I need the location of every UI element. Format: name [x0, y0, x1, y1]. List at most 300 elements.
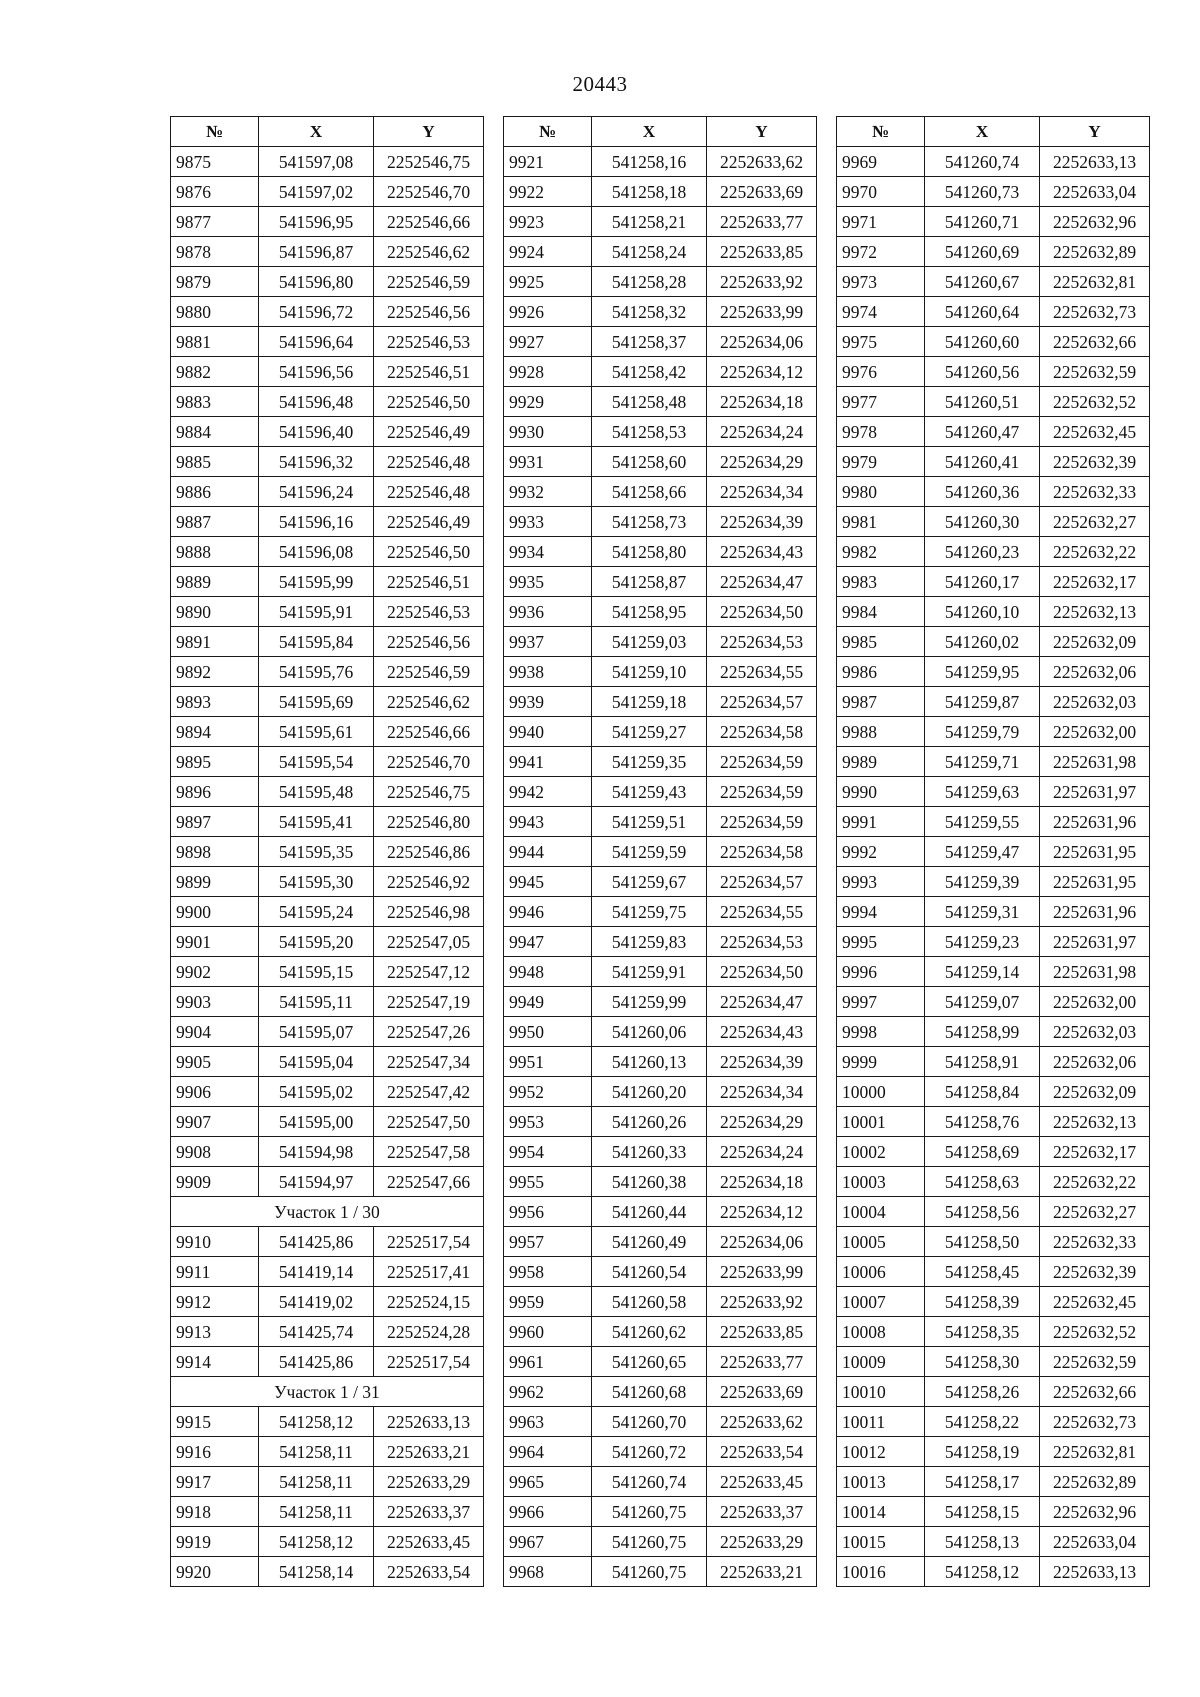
x-coordinate-cell: 541259,75: [592, 897, 707, 927]
y-coordinate-cell: 2252546,86: [374, 837, 484, 867]
point-number-cell: 9884: [171, 417, 259, 447]
table-row: [504, 387, 817, 417]
table-row: [504, 1077, 817, 1107]
table-row: [837, 1407, 1150, 1437]
point-number-cell: 9983: [837, 567, 925, 597]
point-number-cell: 10009: [837, 1347, 925, 1377]
table-row: [504, 477, 817, 507]
x-coordinate-cell: 541260,47: [925, 417, 1040, 447]
table-row: [504, 1017, 817, 1047]
table-row: [837, 357, 1150, 387]
point-number-cell: 9913: [171, 1317, 259, 1347]
y-coordinate-cell: 2252634,53: [707, 927, 817, 957]
point-number-cell: 10011: [837, 1407, 925, 1437]
x-coordinate-cell: 541425,86: [259, 1347, 374, 1377]
table-row: [837, 327, 1150, 357]
table-row: [171, 507, 484, 537]
y-coordinate-cell: 2252631,96: [1040, 807, 1150, 837]
point-number-cell: 9880: [171, 297, 259, 327]
y-coordinate-cell: 2252632,22: [1040, 1167, 1150, 1197]
y-coordinate-cell: 2252634,55: [707, 657, 817, 687]
point-number-cell: 10005: [837, 1227, 925, 1257]
x-coordinate-cell: 541259,79: [925, 717, 1040, 747]
point-number-cell: 9994: [837, 897, 925, 927]
point-number-cell: 9966: [504, 1497, 592, 1527]
point-number-cell: 9903: [171, 987, 259, 1017]
table-row: [837, 477, 1150, 507]
y-coordinate-cell: 2252634,12: [707, 357, 817, 387]
table-row: [837, 717, 1150, 747]
table-row: [171, 1227, 484, 1257]
table-row: [837, 1497, 1150, 1527]
table-row: [837, 1317, 1150, 1347]
table-row: [171, 537, 484, 567]
table-row: [171, 717, 484, 747]
x-coordinate-cell: 541259,51: [592, 807, 707, 837]
table-row: [171, 1557, 484, 1587]
y-coordinate-cell: 2252517,54: [374, 1347, 484, 1377]
column-header-x: X: [592, 117, 707, 147]
point-number-cell: 9982: [837, 537, 925, 567]
y-coordinate-cell: 2252634,43: [707, 537, 817, 567]
table-row: [837, 897, 1150, 927]
table-row: [504, 807, 817, 837]
table-row: [504, 627, 817, 657]
table-row: [837, 807, 1150, 837]
x-coordinate-cell: 541258,53: [592, 417, 707, 447]
point-number-cell: 10010: [837, 1377, 925, 1407]
point-number-cell: 9971: [837, 207, 925, 237]
y-coordinate-cell: 2252633,29: [374, 1467, 484, 1497]
y-coordinate-cell: 2252633,69: [707, 1377, 817, 1407]
table-row: [171, 1467, 484, 1497]
x-coordinate-cell: 541260,56: [925, 357, 1040, 387]
table-row: [171, 147, 484, 177]
point-number-cell: 9916: [171, 1437, 259, 1467]
x-coordinate-cell: 541595,84: [259, 627, 374, 657]
x-coordinate-cell: 541596,08: [259, 537, 374, 567]
table-row: [504, 1497, 817, 1527]
y-coordinate-cell: 2252546,56: [374, 627, 484, 657]
y-coordinate-cell: 2252633,21: [707, 1557, 817, 1587]
x-coordinate-cell: 541595,20: [259, 927, 374, 957]
section-title: Участок 1 / 31: [171, 1377, 484, 1407]
x-coordinate-cell: 541259,27: [592, 717, 707, 747]
point-number-cell: 9902: [171, 957, 259, 987]
table-row: [171, 1107, 484, 1137]
y-coordinate-cell: 2252547,42: [374, 1077, 484, 1107]
point-number-cell: 9885: [171, 447, 259, 477]
coordinates-table-2: [503, 116, 817, 1587]
x-coordinate-cell: 541259,63: [925, 777, 1040, 807]
point-number-cell: 9877: [171, 207, 259, 237]
point-number-cell: 9947: [504, 927, 592, 957]
y-coordinate-cell: 2252632,33: [1040, 1227, 1150, 1257]
table-row: [171, 867, 484, 897]
point-number-cell: 9900: [171, 897, 259, 927]
point-number-cell: 9935: [504, 567, 592, 597]
table-row: [504, 1557, 817, 1587]
x-coordinate-cell: 541260,69: [925, 237, 1040, 267]
point-number-cell: 9942: [504, 777, 592, 807]
x-coordinate-cell: 541259,99: [592, 987, 707, 1017]
table-row: [504, 1227, 817, 1257]
y-coordinate-cell: 2252633,54: [374, 1557, 484, 1587]
x-coordinate-cell: 541259,43: [592, 777, 707, 807]
y-coordinate-cell: 2252632,09: [1040, 1077, 1150, 1107]
y-coordinate-cell: 2252634,39: [707, 1047, 817, 1077]
table-row: [504, 777, 817, 807]
x-coordinate-cell: 541260,75: [592, 1557, 707, 1587]
table-row: [837, 987, 1150, 1017]
y-coordinate-cell: 2252632,66: [1040, 327, 1150, 357]
y-coordinate-cell: 2252546,70: [374, 177, 484, 207]
point-number-cell: 9911: [171, 1257, 259, 1287]
x-coordinate-cell: 541258,11: [259, 1467, 374, 1497]
y-coordinate-cell: 2252546,48: [374, 447, 484, 477]
table-header-row: [171, 117, 484, 147]
x-coordinate-cell: 541258,11: [259, 1437, 374, 1467]
table-row: [171, 957, 484, 987]
point-number-cell: 9959: [504, 1287, 592, 1317]
y-coordinate-cell: 2252632,59: [1040, 1347, 1150, 1377]
x-coordinate-cell: 541260,75: [592, 1527, 707, 1557]
point-number-cell: 9946: [504, 897, 592, 927]
y-coordinate-cell: 2252632,09: [1040, 627, 1150, 657]
table-row: [837, 1167, 1150, 1197]
point-number-cell: 9989: [837, 747, 925, 777]
table-row: [171, 777, 484, 807]
table-row: [837, 657, 1150, 687]
table-row: [837, 1017, 1150, 1047]
point-number-cell: 9931: [504, 447, 592, 477]
table-row: [837, 387, 1150, 417]
point-number-cell: 9979: [837, 447, 925, 477]
x-coordinate-cell: 541259,47: [925, 837, 1040, 867]
x-coordinate-cell: 541259,35: [592, 747, 707, 777]
table-row: [171, 687, 484, 717]
point-number-cell: 9940: [504, 717, 592, 747]
table-row: [171, 837, 484, 867]
x-coordinate-cell: 541259,31: [925, 897, 1040, 927]
y-coordinate-cell: 2252632,45: [1040, 1287, 1150, 1317]
x-coordinate-cell: 541595,07: [259, 1017, 374, 1047]
x-coordinate-cell: 541258,63: [925, 1167, 1040, 1197]
y-coordinate-cell: 2252633,99: [707, 297, 817, 327]
x-coordinate-cell: 541258,95: [592, 597, 707, 627]
point-number-cell: 9985: [837, 627, 925, 657]
table-row: [504, 1257, 817, 1287]
y-coordinate-cell: 2252634,24: [707, 1137, 817, 1167]
x-coordinate-cell: 541594,97: [259, 1167, 374, 1197]
x-coordinate-cell: 541258,80: [592, 537, 707, 567]
point-number-cell: 9977: [837, 387, 925, 417]
y-coordinate-cell: 2252632,96: [1040, 207, 1150, 237]
table-row: [504, 837, 817, 867]
y-coordinate-cell: 2252546,62: [374, 687, 484, 717]
point-number-cell: 9927: [504, 327, 592, 357]
y-coordinate-cell: 2252632,52: [1040, 387, 1150, 417]
y-coordinate-cell: 2252631,96: [1040, 897, 1150, 927]
y-coordinate-cell: 2252546,50: [374, 387, 484, 417]
x-coordinate-cell: 541258,15: [925, 1497, 1040, 1527]
y-coordinate-cell: 2252631,95: [1040, 837, 1150, 867]
point-number-cell: 9945: [504, 867, 592, 897]
table-row: [504, 957, 817, 987]
x-coordinate-cell: 541258,56: [925, 1197, 1040, 1227]
point-number-cell: 9967: [504, 1527, 592, 1557]
point-number-cell: 9908: [171, 1137, 259, 1167]
y-coordinate-cell: 2252634,29: [707, 447, 817, 477]
point-number-cell: 9899: [171, 867, 259, 897]
table-row: [504, 1287, 817, 1317]
y-coordinate-cell: 2252633,99: [707, 1257, 817, 1287]
point-number-cell: 9919: [171, 1527, 259, 1557]
table-row: [837, 687, 1150, 717]
column-header-x: X: [925, 117, 1040, 147]
table-row: [837, 207, 1150, 237]
y-coordinate-cell: 2252633,69: [707, 177, 817, 207]
x-coordinate-cell: 541258,99: [925, 1017, 1040, 1047]
y-coordinate-cell: 2252631,95: [1040, 867, 1150, 897]
point-number-cell: 9981: [837, 507, 925, 537]
y-coordinate-cell: 2252632,06: [1040, 657, 1150, 687]
point-number-cell: 10008: [837, 1317, 925, 1347]
table-row: [504, 267, 817, 297]
y-coordinate-cell: 2252634,18: [707, 387, 817, 417]
point-number-cell: 10012: [837, 1437, 925, 1467]
table-row: [504, 1527, 817, 1557]
point-number-cell: 9886: [171, 477, 259, 507]
point-number-cell: 9968: [504, 1557, 592, 1587]
x-coordinate-cell: 541260,02: [925, 627, 1040, 657]
table-row: [837, 447, 1150, 477]
x-coordinate-cell: 541258,21: [592, 207, 707, 237]
point-number-cell: 9920: [171, 1557, 259, 1587]
point-number-cell: 9960: [504, 1317, 592, 1347]
coordinates-table-1: [170, 116, 484, 1587]
page-number: 20443: [572, 72, 628, 96]
table-row: [504, 1167, 817, 1197]
x-coordinate-cell: 541260,20: [592, 1077, 707, 1107]
x-coordinate-cell: 541258,24: [592, 237, 707, 267]
y-coordinate-cell: 2252546,53: [374, 597, 484, 627]
x-coordinate-cell: 541259,91: [592, 957, 707, 987]
x-coordinate-cell: 541260,23: [925, 537, 1040, 567]
table-row: [171, 1137, 484, 1167]
y-coordinate-cell: 2252632,03: [1040, 1017, 1150, 1047]
y-coordinate-cell: 2252633,85: [707, 1317, 817, 1347]
x-coordinate-cell: 541597,08: [259, 147, 374, 177]
table-row: [504, 1047, 817, 1077]
y-coordinate-cell: 2252547,50: [374, 1107, 484, 1137]
point-number-cell: 9929: [504, 387, 592, 417]
x-coordinate-cell: 541258,87: [592, 567, 707, 597]
table-row: [171, 1287, 484, 1317]
y-coordinate-cell: 2252634,24: [707, 417, 817, 447]
y-coordinate-cell: 2252517,54: [374, 1227, 484, 1257]
x-coordinate-cell: 541597,02: [259, 177, 374, 207]
x-coordinate-cell: 541258,12: [925, 1557, 1040, 1587]
y-coordinate-cell: 2252632,27: [1040, 1197, 1150, 1227]
section-title: Участок 1 / 30: [171, 1197, 484, 1227]
y-coordinate-cell: 2252633,37: [374, 1497, 484, 1527]
column-header-number: №: [504, 117, 592, 147]
y-coordinate-cell: 2252633,13: [1040, 147, 1150, 177]
table-row: [171, 747, 484, 777]
column-header-y: Y: [1040, 117, 1150, 147]
point-number-cell: 9996: [837, 957, 925, 987]
table-row: [837, 867, 1150, 897]
point-number-cell: 9973: [837, 267, 925, 297]
x-coordinate-cell: 541595,54: [259, 747, 374, 777]
point-number-cell: 9901: [171, 927, 259, 957]
y-coordinate-cell: 2252633,29: [707, 1527, 817, 1557]
table-row: [837, 597, 1150, 627]
y-coordinate-cell: 2252546,49: [374, 417, 484, 447]
table-row: [504, 207, 817, 237]
table-row: [504, 717, 817, 747]
table-row: [504, 897, 817, 927]
table-row: [837, 927, 1150, 957]
point-number-cell: 9941: [504, 747, 592, 777]
table-row: [171, 1167, 484, 1197]
x-coordinate-cell: 541259,18: [592, 687, 707, 717]
table-row: [837, 1137, 1150, 1167]
point-number-cell: 9974: [837, 297, 925, 327]
table-row: [504, 927, 817, 957]
y-coordinate-cell: 2252546,56: [374, 297, 484, 327]
point-number-cell: 9965: [504, 1467, 592, 1497]
y-coordinate-cell: 2252632,66: [1040, 1377, 1150, 1407]
y-coordinate-cell: 2252634,59: [707, 777, 817, 807]
table-row: [171, 1497, 484, 1527]
table-row: [837, 1077, 1150, 1107]
point-number-cell: 9986: [837, 657, 925, 687]
point-number-cell: 9921: [504, 147, 592, 177]
y-coordinate-cell: 2252632,00: [1040, 717, 1150, 747]
y-coordinate-cell: 2252634,50: [707, 957, 817, 987]
y-coordinate-cell: 2252632,13: [1040, 597, 1150, 627]
y-coordinate-cell: 2252633,54: [707, 1437, 817, 1467]
x-coordinate-cell: 541258,69: [925, 1137, 1040, 1167]
y-coordinate-cell: 2252632,17: [1040, 1137, 1150, 1167]
table-row: [837, 297, 1150, 327]
table-row: [504, 1467, 817, 1497]
table-row: [171, 567, 484, 597]
y-coordinate-cell: 2252546,62: [374, 237, 484, 267]
x-coordinate-cell: 541258,30: [925, 1347, 1040, 1377]
x-coordinate-cell: 541258,73: [592, 507, 707, 537]
x-coordinate-cell: 541258,76: [925, 1107, 1040, 1137]
table-row: [837, 1377, 1150, 1407]
x-coordinate-cell: 541258,32: [592, 297, 707, 327]
x-coordinate-cell: 541596,72: [259, 297, 374, 327]
table-row: [171, 927, 484, 957]
y-coordinate-cell: 2252633,92: [707, 1287, 817, 1317]
point-number-cell: 10013: [837, 1467, 925, 1497]
x-coordinate-cell: 541258,26: [925, 1377, 1040, 1407]
table-row: [171, 597, 484, 627]
point-number-cell: 9912: [171, 1287, 259, 1317]
x-coordinate-cell: 541258,91: [925, 1047, 1040, 1077]
table-row: [171, 387, 484, 417]
y-coordinate-cell: 2252634,29: [707, 1107, 817, 1137]
point-number-cell: 9917: [171, 1467, 259, 1497]
point-number-cell: 9923: [504, 207, 592, 237]
x-coordinate-cell: 541260,71: [925, 207, 1040, 237]
point-number-cell: 9915: [171, 1407, 259, 1437]
table-row: [504, 507, 817, 537]
y-coordinate-cell: 2252546,66: [374, 717, 484, 747]
point-number-cell: 9918: [171, 1497, 259, 1527]
x-coordinate-cell: 541595,30: [259, 867, 374, 897]
y-coordinate-cell: 2252634,12: [707, 1197, 817, 1227]
y-coordinate-cell: 2252631,97: [1040, 927, 1150, 957]
x-coordinate-cell: 541259,83: [592, 927, 707, 957]
x-coordinate-cell: 541259,10: [592, 657, 707, 687]
table-row: [837, 747, 1150, 777]
point-number-cell: 9939: [504, 687, 592, 717]
y-coordinate-cell: 2252634,53: [707, 627, 817, 657]
table-row: [837, 777, 1150, 807]
table-header-row: [837, 117, 1150, 147]
table-row: [504, 567, 817, 597]
y-coordinate-cell: 2252634,47: [707, 987, 817, 1017]
y-coordinate-cell: 2252632,33: [1040, 477, 1150, 507]
y-coordinate-cell: 2252633,45: [374, 1527, 484, 1557]
y-coordinate-cell: 2252547,34: [374, 1047, 484, 1077]
x-coordinate-cell: 541595,61: [259, 717, 374, 747]
y-coordinate-cell: 2252546,70: [374, 747, 484, 777]
x-coordinate-cell: 541260,33: [592, 1137, 707, 1167]
y-coordinate-cell: 2252546,59: [374, 267, 484, 297]
table-row: [504, 987, 817, 1017]
table-row: [837, 627, 1150, 657]
table-row: [171, 1347, 484, 1377]
y-coordinate-cell: 2252546,80: [374, 807, 484, 837]
x-coordinate-cell: 541260,38: [592, 1167, 707, 1197]
y-coordinate-cell: 2252634,18: [707, 1167, 817, 1197]
point-number-cell: 9896: [171, 777, 259, 807]
x-coordinate-cell: 541259,03: [592, 627, 707, 657]
x-coordinate-cell: 541595,11: [259, 987, 374, 1017]
point-number-cell: 9949: [504, 987, 592, 1017]
column-header-y: Y: [374, 117, 484, 147]
y-coordinate-cell: 2252634,55: [707, 897, 817, 927]
table-row: [837, 1257, 1150, 1287]
x-coordinate-cell: 541259,14: [925, 957, 1040, 987]
x-coordinate-cell: 541260,64: [925, 297, 1040, 327]
x-coordinate-cell: 541425,86: [259, 1227, 374, 1257]
x-coordinate-cell: 541258,28: [592, 267, 707, 297]
x-coordinate-cell: 541258,45: [925, 1257, 1040, 1287]
point-number-cell: 9928: [504, 357, 592, 387]
x-coordinate-cell: 541259,55: [925, 807, 1040, 837]
y-coordinate-cell: 2252634,59: [707, 807, 817, 837]
table-row: [171, 267, 484, 297]
point-number-cell: 9876: [171, 177, 259, 207]
y-coordinate-cell: 2252632,73: [1040, 297, 1150, 327]
x-coordinate-cell: 541595,76: [259, 657, 374, 687]
point-number-cell: 9969: [837, 147, 925, 177]
point-number-cell: 10001: [837, 1107, 925, 1137]
x-coordinate-cell: 541260,74: [925, 147, 1040, 177]
y-coordinate-cell: 2252632,45: [1040, 417, 1150, 447]
column-header-number: №: [837, 117, 925, 147]
y-coordinate-cell: 2252546,53: [374, 327, 484, 357]
table-row: [171, 897, 484, 927]
